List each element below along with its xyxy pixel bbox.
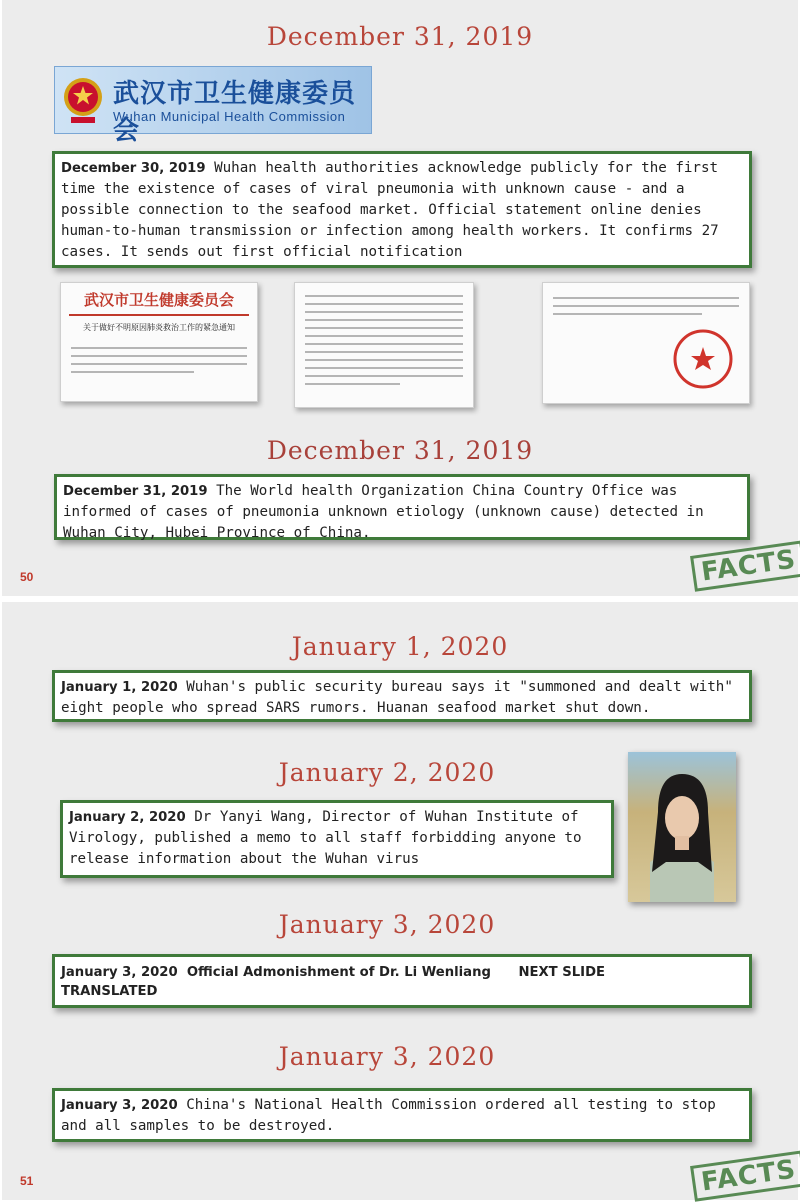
entry-text: Wuhan's public security bureau says it "summoned and dealt with" eight people who spread SARS rumors. Huanan seafood market shut down. [61, 679, 733, 716]
timeline-entry-dec-31 [54, 474, 750, 540]
slide-51 [2, 602, 798, 1200]
notice-document-page-2 [294, 282, 474, 408]
entry-text: Dr Yanyi Wang, Director of Wuhan Institute of Virology, published a memo to all staff forbidding anyone to release information about the Wuhan virus [69, 809, 582, 867]
entry-text: The World health Organization China Country Office was informed of cases of pneumonia unknown etiology (unknown cause) detected in Wuhan City, Hubei Province of China. [63, 483, 704, 541]
document-header: 武汉市卫生健康委员会 [83, 291, 234, 309]
page-number: 51 [20, 1174, 34, 1188]
portrait-photo [628, 752, 736, 902]
document-subtitle: 关于做好不明原因肺炎救治工作的紧急通知 [83, 323, 235, 332]
notice-document-page-1 [60, 282, 258, 402]
timeline-entry-jan-3-testing [52, 1088, 752, 1142]
slide-heading: January 3, 2020 [278, 1042, 496, 1071]
facts-stamp: FACTS [690, 540, 800, 591]
entry-text: Wuhan health authorities acknowledge publicly for the first time the existence of cases of viral pneumonia with unknown cause - and a possible connection to the seafood market. Official statement online denies human-to-human transmission or infection among health workers. It confirms 27 cases. It sends out first official notification [61, 160, 719, 260]
entry-date: January 1, 2020 [61, 680, 178, 695]
wuhan-health-commission-logo [54, 66, 372, 146]
timeline-entry-jan-3-admonishment [52, 954, 752, 1008]
entry-date: December 31, 2019 [63, 484, 208, 499]
entry-text: China's National Health Commission ordered all testing to stop and all samples to be destroyed. [61, 1097, 716, 1134]
national-emblem-icon [61, 73, 105, 129]
timeline-entry-jan-2 [60, 800, 614, 878]
slide-heading: January 3, 2020 [278, 910, 496, 939]
facts-stamp: FACTS [690, 1150, 800, 1201]
notice-document-page-3 [542, 282, 750, 404]
person-portrait-icon [628, 752, 736, 902]
slide-heading: December 31, 2019 [266, 22, 534, 51]
logo-chinese-text: 武汉市卫生健康委员会 [113, 79, 357, 146]
entry-date: January 3, 2020 [61, 1098, 178, 1113]
timeline-entry-jan-1 [52, 670, 752, 722]
official-seal-icon [671, 327, 735, 391]
entry-date: December 30, 2019 [61, 161, 206, 176]
slide-heading: January 2, 2020 [278, 758, 496, 787]
slide-50 [2, 0, 798, 596]
logo-english-text: Wuhan Municipal Health Commission [113, 109, 346, 124]
entry-date: January 2, 2020 [69, 810, 186, 825]
timeline-entry-dec-30 [52, 151, 752, 268]
page-number: 50 [20, 570, 34, 584]
entry-text-line-2: TRANSLATED [61, 984, 158, 999]
slide-heading: December 31, 2019 [266, 436, 534, 465]
entry-text-line-1: January 3, 2020 Official Admonishment of Dr. Li Wenliang NEXT SLIDE [61, 965, 606, 980]
slide-heading: January 1, 2020 [291, 632, 509, 661]
